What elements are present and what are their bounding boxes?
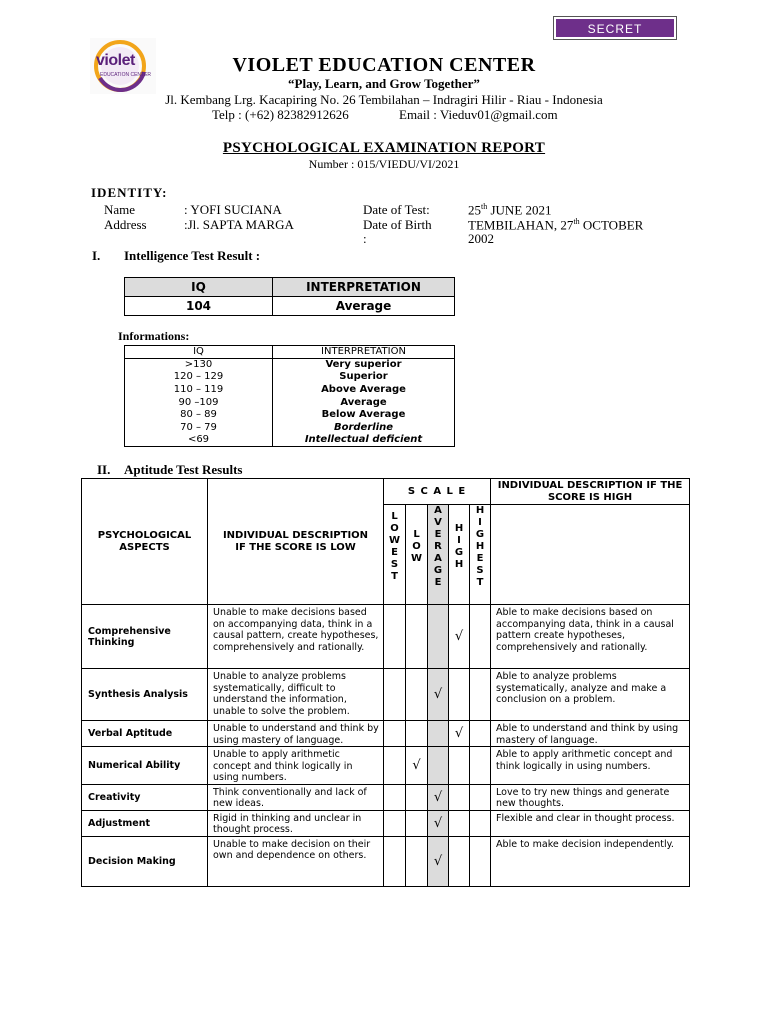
birth-year: 2002 bbox=[468, 231, 494, 246]
scale-empty-cell bbox=[470, 784, 491, 810]
scale-low-header: L O W bbox=[406, 505, 428, 605]
section-1-heading: Intelligence Test Result : bbox=[124, 248, 261, 263]
scale-empty-cell bbox=[470, 836, 491, 886]
name-value: : YOFI SUCIANA bbox=[184, 202, 282, 217]
info-interp: Average bbox=[340, 396, 387, 408]
info-interp: Below Average bbox=[321, 409, 406, 421]
check-mark-icon: √ bbox=[433, 687, 443, 702]
iq-value: 104 bbox=[125, 297, 273, 316]
identity-heading: IDENTITY: bbox=[91, 185, 168, 200]
info-iq: 120 – 129 bbox=[125, 371, 273, 384]
col-aspects-header: PSYCHOLOGICAL ASPECTS bbox=[82, 479, 208, 605]
high-description: Able to apply arithmetic concept and think logically in using numbers. bbox=[491, 747, 690, 785]
aptitude-table bbox=[81, 478, 690, 887]
high-description: Able to analyze problems systematically, analyze and make a conclusion on a problem. bbox=[491, 669, 690, 721]
check-mark-icon: √ bbox=[433, 853, 443, 869]
interp-value: Average bbox=[273, 297, 455, 316]
section-2-heading: Aptitude Test Results bbox=[124, 462, 243, 477]
info-iq: 110 – 119 bbox=[125, 384, 273, 397]
scale-empty-cell bbox=[384, 747, 406, 785]
scale-empty-cell bbox=[428, 605, 449, 669]
scale-empty-cell bbox=[384, 836, 406, 886]
iq-col-header: IQ bbox=[125, 278, 273, 297]
scale-empty-cell bbox=[470, 721, 491, 747]
section-1-number: I. bbox=[92, 248, 101, 263]
motto: “Play, Learn, and Grow Together” bbox=[288, 76, 480, 91]
aspect-name: Creativity bbox=[82, 784, 208, 810]
aspect-name: Adjustment bbox=[82, 810, 208, 836]
scale-empty-cell bbox=[449, 836, 470, 886]
org-email: Email : Vieduv01@gmail.com bbox=[399, 107, 558, 122]
low-description: Unable to make decision on their own and dependence on others. bbox=[208, 836, 384, 886]
aptitude-row bbox=[82, 605, 690, 669]
check-mark-icon: √ bbox=[433, 789, 443, 805]
low-description: Rigid in thinking and unclear in thought process. bbox=[208, 810, 384, 836]
scale-empty-cell bbox=[384, 605, 406, 669]
scale-empty-cell bbox=[428, 747, 449, 785]
scale-high-header: H I G H bbox=[449, 505, 470, 605]
scale-empty-cell bbox=[449, 810, 470, 836]
scale-check-cell bbox=[449, 605, 470, 669]
interp-col-header: INTERPRETATION bbox=[273, 278, 455, 297]
scale-empty-cell bbox=[470, 669, 491, 721]
secret-label: SECRET bbox=[556, 19, 674, 37]
col-high-header: INDIVIDUAL DESCRIPTION IF THE SCORE IS HIGH bbox=[491, 479, 690, 505]
low-description: Unable to understand and think by using mastery of language. bbox=[208, 721, 384, 747]
scale-average-header: A V E R A G E bbox=[428, 505, 449, 605]
info-heading: Informations: bbox=[118, 329, 190, 343]
info-iq: 80 – 89 bbox=[125, 409, 273, 422]
scale-empty-cell bbox=[406, 836, 428, 886]
aptitude-row bbox=[82, 721, 690, 747]
info-iq: <69 bbox=[125, 434, 273, 447]
col-high-spacer bbox=[491, 505, 690, 605]
scale-empty-cell bbox=[384, 669, 406, 721]
scale-empty-cell bbox=[449, 747, 470, 785]
scale-empty-cell bbox=[384, 810, 406, 836]
name-label: Name bbox=[104, 202, 136, 217]
scale-empty-cell bbox=[406, 810, 428, 836]
org-name: VIOLET EDUCATION CENTER bbox=[232, 54, 536, 76]
secret-badge bbox=[553, 16, 677, 40]
low-description: Unable to make decisions based on accompanying data, think in a causal pattern, create hypotheses, comprehensively and rationally. bbox=[208, 605, 384, 669]
birth-colon: : bbox=[363, 231, 367, 246]
aspect-name: Numerical Ability bbox=[82, 747, 208, 785]
scale-check-cell bbox=[428, 669, 449, 721]
aptitude-row bbox=[82, 784, 690, 810]
info-interp: Borderline bbox=[333, 421, 394, 433]
scale-empty-cell bbox=[406, 669, 428, 721]
scale-empty-cell bbox=[470, 810, 491, 836]
info-interp: Intellectual deficient bbox=[304, 434, 423, 446]
address-label: Address bbox=[104, 217, 147, 232]
org-phone: Telp : (+62) 82382912626 bbox=[212, 107, 349, 122]
info-iq: 90 –109 bbox=[125, 396, 273, 409]
info-iq: >130 bbox=[125, 359, 273, 372]
info-iq-header: IQ bbox=[125, 346, 273, 359]
birth-label: Date of Birth bbox=[363, 217, 432, 232]
scale-empty-cell bbox=[406, 605, 428, 669]
scale-check-cell bbox=[406, 747, 428, 785]
scale-empty-cell bbox=[470, 605, 491, 669]
test-date-value: 25th JUNE 2021 bbox=[468, 202, 552, 218]
check-mark-icon: √ bbox=[454, 629, 464, 644]
scale-check-cell bbox=[449, 721, 470, 747]
scale-empty-cell bbox=[384, 784, 406, 810]
test-date-label: Date of Test: bbox=[363, 202, 430, 217]
birth-value: TEMBILAHAN, 27th OCTOBER bbox=[468, 217, 644, 233]
check-mark-icon: √ bbox=[433, 815, 443, 831]
info-interp-header: INTERPRETATION bbox=[273, 346, 455, 359]
report-number: Number : 015/VIEDU/VI/2021 bbox=[308, 157, 460, 171]
scale-check-cell bbox=[428, 836, 449, 886]
col-scale-header: S C A L E bbox=[384, 479, 491, 505]
scale-empty-cell bbox=[406, 784, 428, 810]
high-description: Able to understand and think by using mastery of language. bbox=[491, 721, 690, 747]
high-description: Able to make decisions based on accompanying data, think in a causal pattern create hypotheses, comprehensively and rationally. bbox=[491, 605, 690, 669]
aptitude-row bbox=[82, 836, 690, 886]
scale-highest-header: H I G H E S T bbox=[470, 505, 491, 605]
high-description: Flexible and clear in thought process. bbox=[491, 810, 690, 836]
high-description: Love to try new things and generate new thoughts. bbox=[491, 784, 690, 810]
scale-empty-cell bbox=[384, 721, 406, 747]
logo-subtext: EDUCATION CENTER bbox=[100, 72, 152, 78]
info-interp: Above Average bbox=[321, 383, 406, 395]
aptitude-row bbox=[82, 810, 690, 836]
check-mark-icon: √ bbox=[454, 726, 464, 741]
address-value: :Jl. SAPTA MARGA bbox=[184, 217, 294, 232]
col-low-header: INDIVIDUAL DESCRIPTION IF THE SCORE IS LOW bbox=[208, 479, 384, 605]
info-interp: Very superior bbox=[325, 359, 402, 371]
iq-result-table bbox=[124, 277, 455, 316]
logo-text: violet bbox=[96, 52, 135, 69]
scale-empty-cell bbox=[428, 721, 449, 747]
scale-check-cell bbox=[428, 810, 449, 836]
low-description: Think conventionally and lack of new ideas. bbox=[208, 784, 384, 810]
info-iq: 70 – 79 bbox=[125, 421, 273, 434]
aspect-name: Synthesis Analysis bbox=[82, 669, 208, 721]
section-2-number: II. bbox=[97, 462, 111, 477]
aspect-name: Comprehensive Thinking bbox=[82, 605, 208, 669]
scale-check-cell bbox=[428, 784, 449, 810]
scale-empty-cell bbox=[449, 784, 470, 810]
scale-empty-cell bbox=[470, 747, 491, 785]
aptitude-row bbox=[82, 747, 690, 785]
org-address: Jl. Kembang Lrg. Kacapiring No. 26 Tembilahan – Indragiri Hilir - Riau - Indonesia bbox=[165, 92, 603, 107]
report-title: PSYCHOLOGICAL EXAMINATION REPORT bbox=[222, 140, 546, 156]
scale-empty-cell bbox=[406, 721, 428, 747]
scale-empty-cell bbox=[449, 669, 470, 721]
low-description: Unable to analyze problems systematically, difficult to understand the information, unable to solve the problem. bbox=[208, 669, 384, 721]
aptitude-row bbox=[82, 669, 690, 721]
scale-lowest-header: L O W E S T bbox=[384, 505, 406, 605]
aspect-name: Decision Making bbox=[82, 836, 208, 886]
aspect-name: Verbal Aptitude bbox=[82, 721, 208, 747]
iq-info-table bbox=[124, 345, 455, 447]
check-mark-icon: √ bbox=[412, 757, 421, 773]
info-interp: Superior bbox=[339, 371, 388, 383]
high-description: Able to make decision independently. bbox=[491, 836, 690, 886]
low-description: Unable to apply arithmetic concept and think logically in using numbers. bbox=[208, 747, 384, 785]
